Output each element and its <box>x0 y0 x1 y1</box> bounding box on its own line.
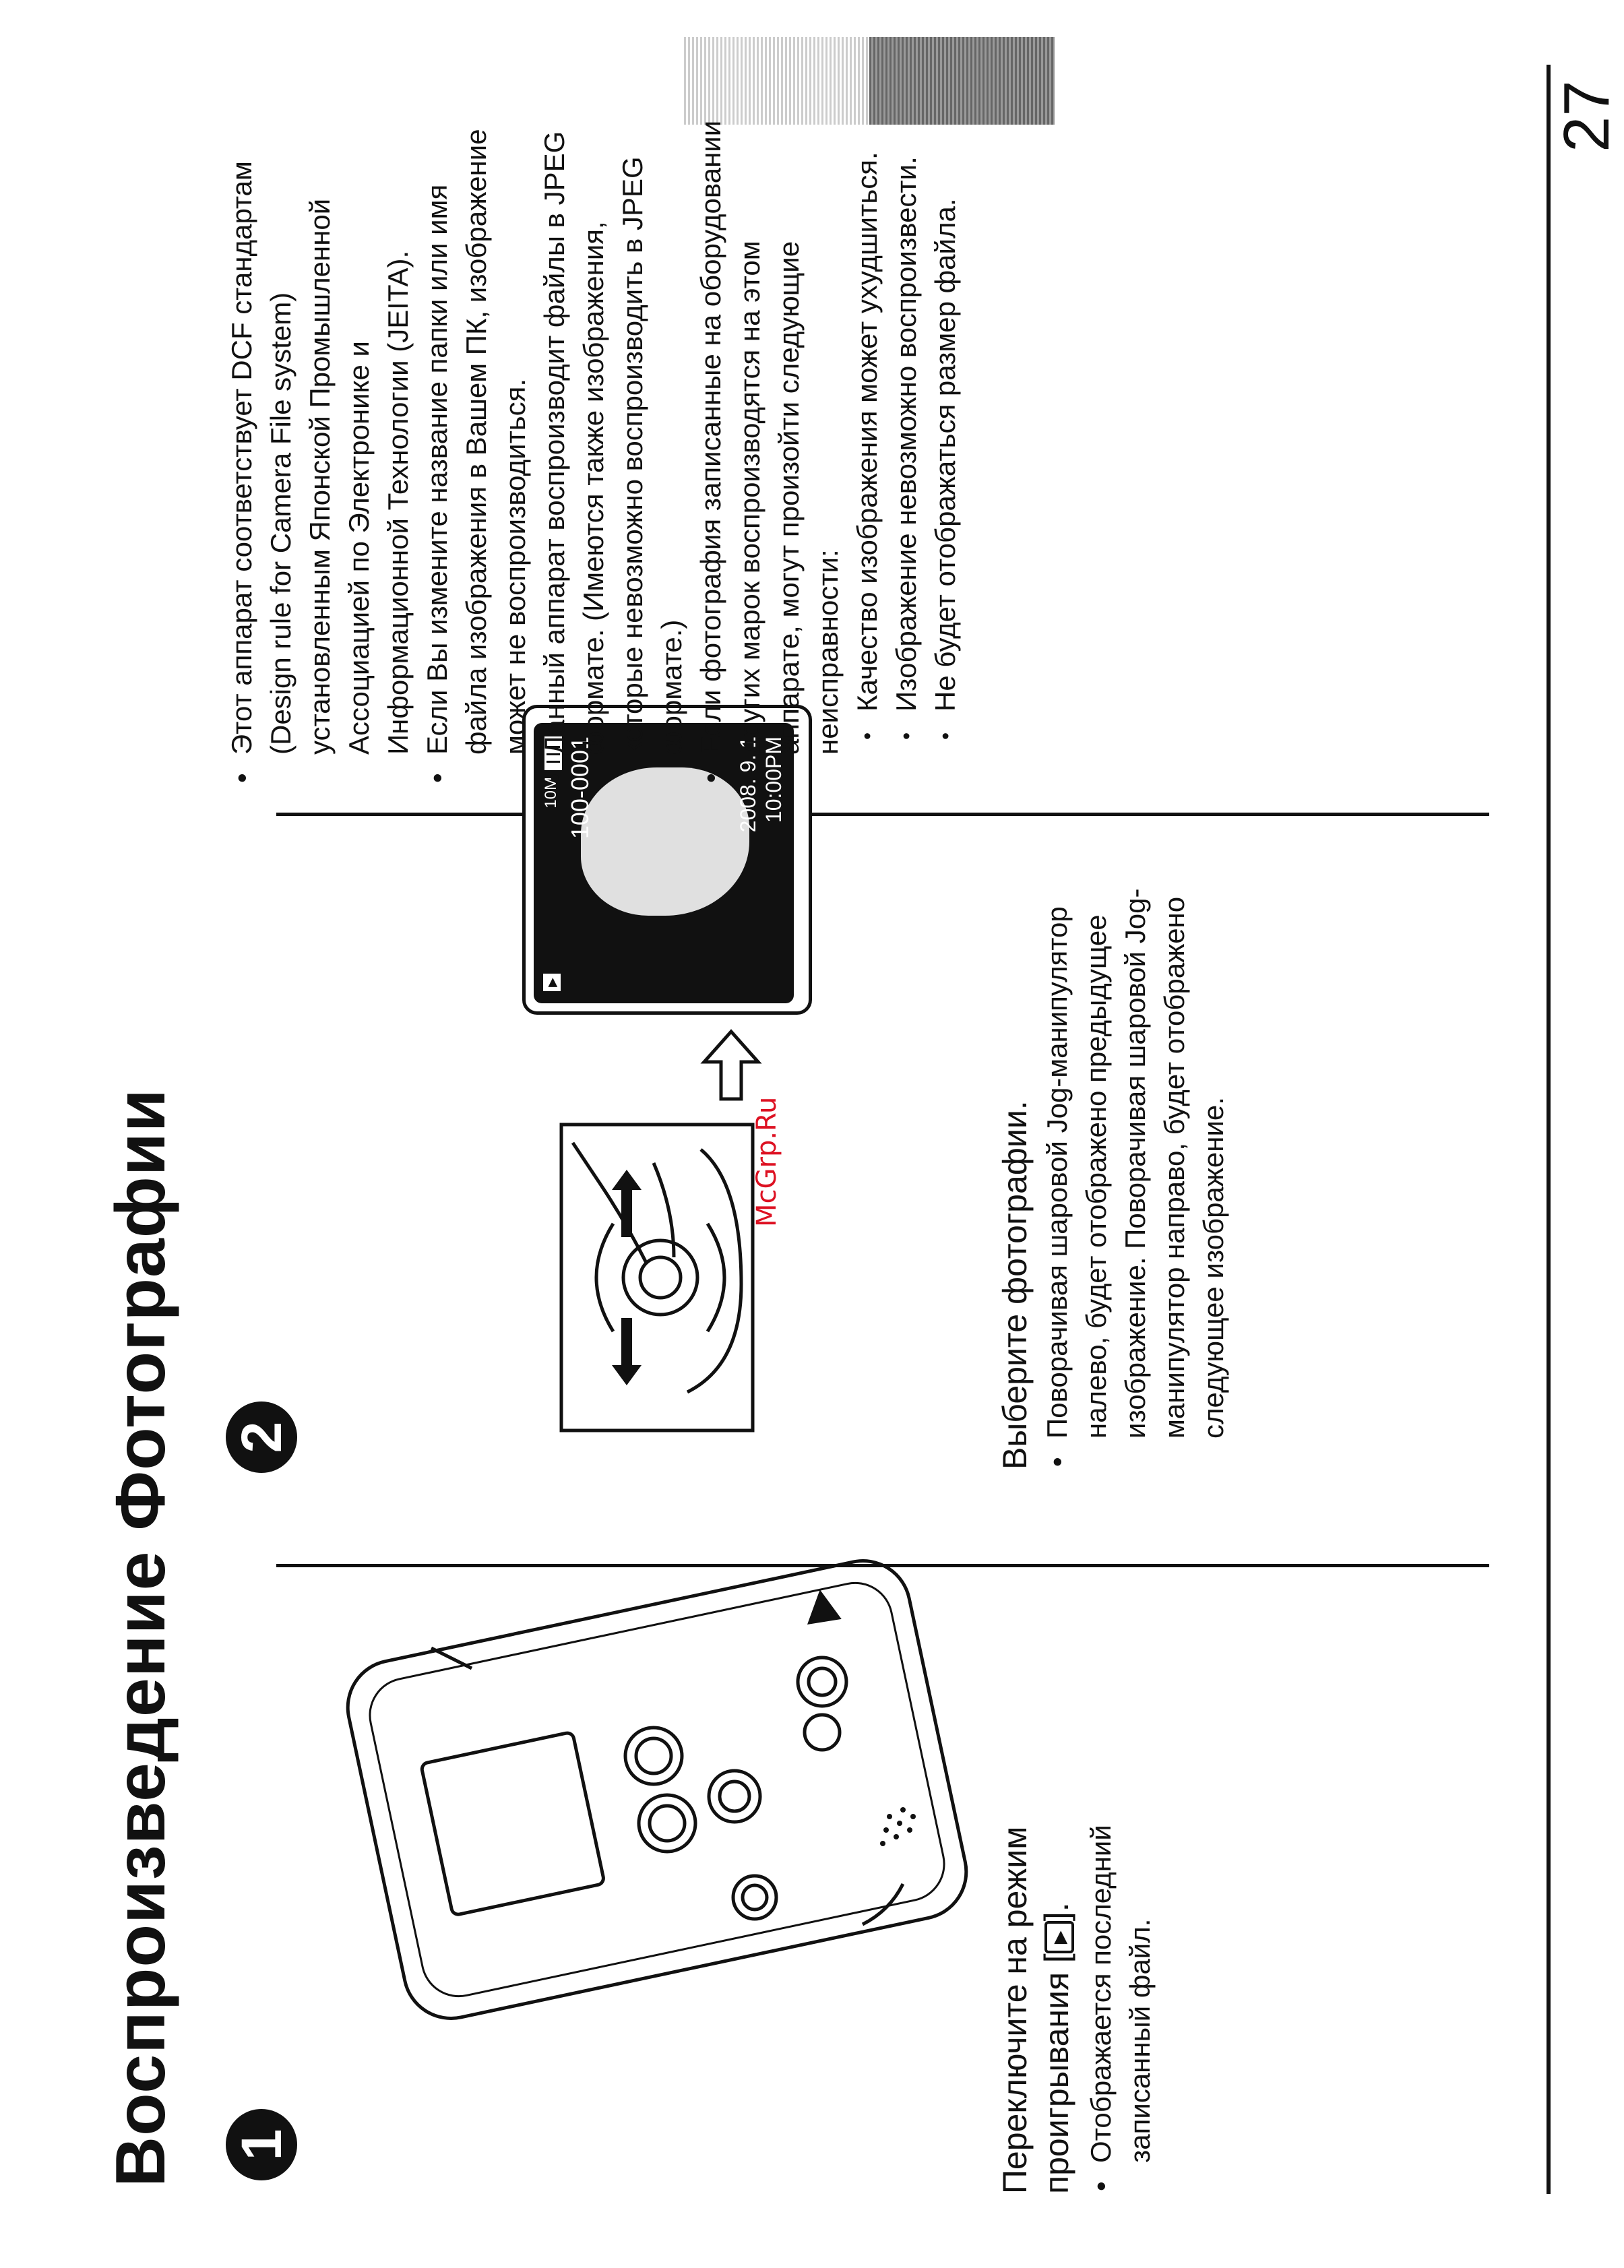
note-sub-bullet-1: • Качество изображения может ухудшиться. <box>848 112 887 743</box>
note-bullet-4-text: Если фотография записанные на оборудовании других марок воспроизводятся на этом аппарате, могут произойти следующие неисправности: <box>695 120 844 755</box>
photo-subject <box>581 767 749 916</box>
step-2-heading: Выберите фотографии. <box>996 1100 1034 1470</box>
step-1-bullet: • Отображается последний записанный файл. <box>1082 1763 1160 2194</box>
page-number: 27 <box>1551 80 1623 152</box>
note-bullet-3: • Данный аппарат воспроизводит файлы в JPEG формате. (Имеются также изображения, которые невозможно воспроизводить в JPEG формате.) <box>535 112 691 786</box>
notes-bullets <box>222 112 965 786</box>
step-1-bullets <box>1082 1763 1160 2194</box>
play-mode-icon: ▶ <box>1044 1921 1074 1953</box>
camera-device-illustration <box>350 1581 970 1998</box>
note-sub-bullet-3: • Не будет отображаться размер файла. <box>926 112 965 743</box>
photo-time: 10:00PM <box>761 736 786 823</box>
play-mode-indicator-icon: ▶ <box>543 974 561 991</box>
page-bottom-rule <box>1547 65 1551 2194</box>
step-2-bullets <box>1038 877 1233 1470</box>
notes-sub-bullets <box>848 112 965 755</box>
note-sub-bullet-2: • Изображение невозможно воспроизвести. <box>887 112 926 743</box>
photo-date: 2008. 9. 1 <box>736 736 760 833</box>
step-1-heading-line-2a: проигрывания [ <box>1038 1953 1075 2194</box>
file-number: 100-0001 <box>566 736 594 840</box>
note-bullet-1: • Этот аппарат соответствует DCF стандартам (Design rule for Camera File system) установленным Японской Промышленной Ассоциацией по Электронике и Информационной Технологии (JEITA). <box>222 112 418 786</box>
page-title: Воспроизведение Фотографии <box>102 1088 180 2187</box>
note-bullet-2: • Если Вы измените название папки или имя файла изображения в Вашем ПК, изображение может не воспроизводиться. <box>418 112 535 786</box>
resolution-label: 10M <box>542 777 560 809</box>
step-1-heading-line-2 <box>1036 1608 1078 2194</box>
jog-dial-illustration <box>559 1123 755 1432</box>
watermark: McGrp.Ru <box>751 1096 782 1227</box>
note-bullet-4 <box>691 112 965 786</box>
step-2-bullet: • Поворачивая шаровой Jog-манипулятор налево, будет отображено предыдущее изображение. Поворачивая шаровой Jog-манипулятор направо, будет отображено следующее изображение. <box>1038 877 1233 1470</box>
right-arrow-icon <box>701 1028 761 1102</box>
step-1-heading <box>994 1608 1078 2194</box>
column-divider-2 <box>276 813 1489 816</box>
step-1-heading-line-1: Переключите на режим <box>996 1826 1034 2194</box>
step-1-heading-line-2b: ]. <box>1038 1902 1075 1922</box>
step-1-number: 1 <box>226 2109 297 2180</box>
step-2-number: 2 <box>226 1401 297 1473</box>
